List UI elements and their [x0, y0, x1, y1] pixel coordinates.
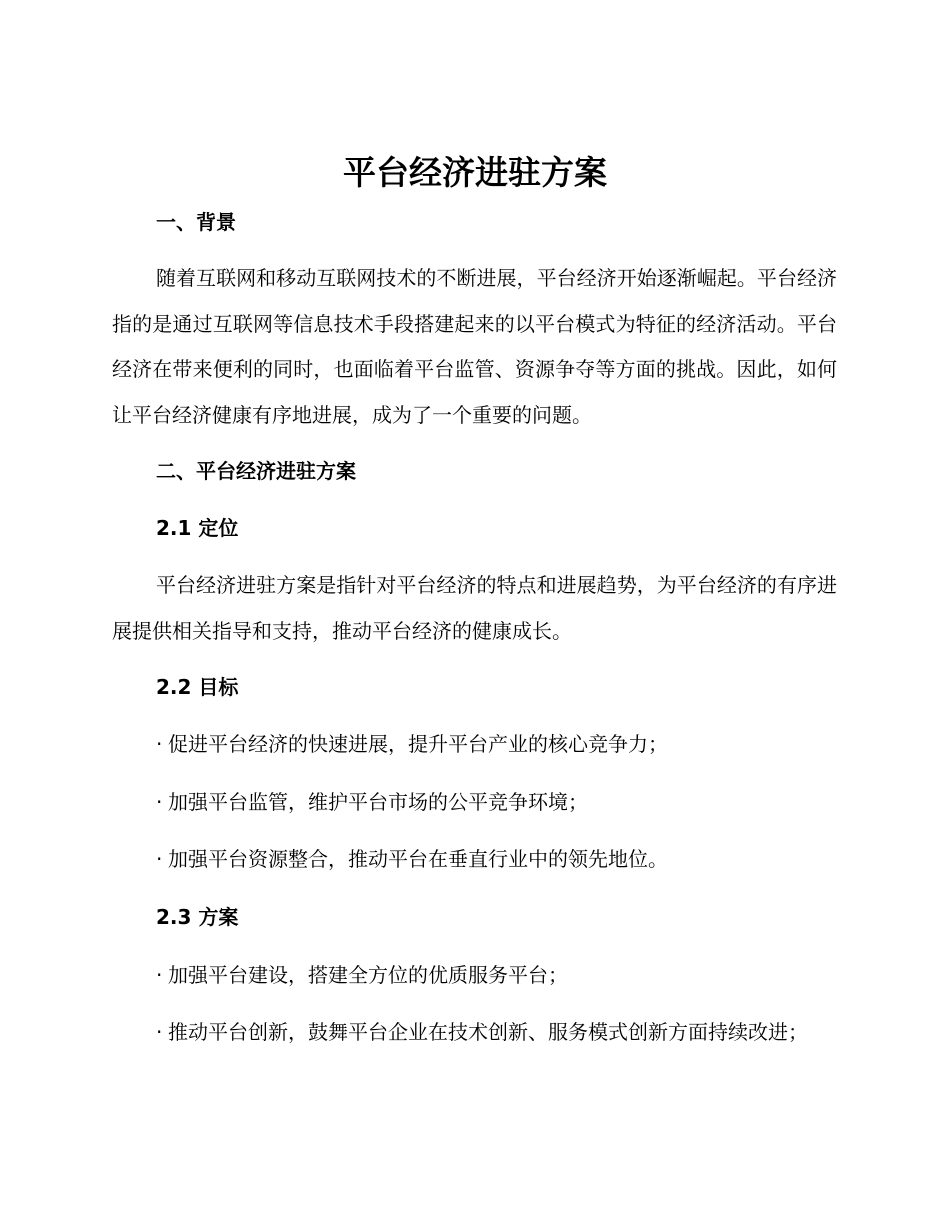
- positioning-paragraph: 平台经济进驻方案是指针对平台经济的特点和进展趋势，为平台经济的有序进展提供相关指导和支持，推动平台经济的健康成长。: [112, 573, 837, 643]
- bullet-mark: ·: [156, 963, 163, 987]
- bullet-mark: ·: [156, 732, 163, 756]
- bullet-mark: ·: [156, 1020, 163, 1044]
- goal-item-text: 加强平台资源整合，推动平台在垂直行业中的领先地位。: [168, 847, 668, 871]
- subsection-heading-goals: 2.2 目标: [156, 675, 239, 699]
- document-title: 平台经济进驻方案: [343, 153, 607, 192]
- goal-item-text: 加强平台监管，维护平台市场的公平竞争环境；: [168, 790, 588, 814]
- goal-item-text: 促进平台经济的快速进展，提升平台产业的核心竞争力；: [168, 732, 668, 756]
- plan-item: [112, 1006, 837, 1058]
- goal-item: [112, 833, 837, 885]
- plan-item-text: 加强平台建设，搭建全方位的优质服务平台；: [168, 963, 568, 987]
- goal-item: [112, 776, 837, 828]
- bullet-mark: ·: [156, 790, 163, 814]
- subsection-heading-positioning: 2.1 定位: [156, 516, 239, 540]
- bullet-mark: ·: [156, 847, 163, 871]
- section-heading-plan: 二、平台经济进驻方案: [156, 459, 356, 483]
- plan-item: [112, 949, 837, 1001]
- goal-item: [112, 718, 837, 770]
- section-heading-background: 一、背景: [156, 210, 236, 234]
- subsection-heading-plan: 2.3 方案: [156, 905, 239, 929]
- background-paragraph: 随着互联网和移动互联网技术的不断进展，平台经济开始逐渐崛起。平台经济指的是通过互联网等信息技术手段搭建起来的以平台模式为特征的经济活动。平台经济在带来便利的同时，也面临着平台监管、资源争夺等方面的挑战。因此，如何让平台经济健康有序地进展，成为了一个重要的问题。: [112, 266, 837, 427]
- plan-item-text: 推动平台创新，鼓舞平台企业在技术创新、服务模式创新方面持续改进；: [168, 1020, 808, 1044]
